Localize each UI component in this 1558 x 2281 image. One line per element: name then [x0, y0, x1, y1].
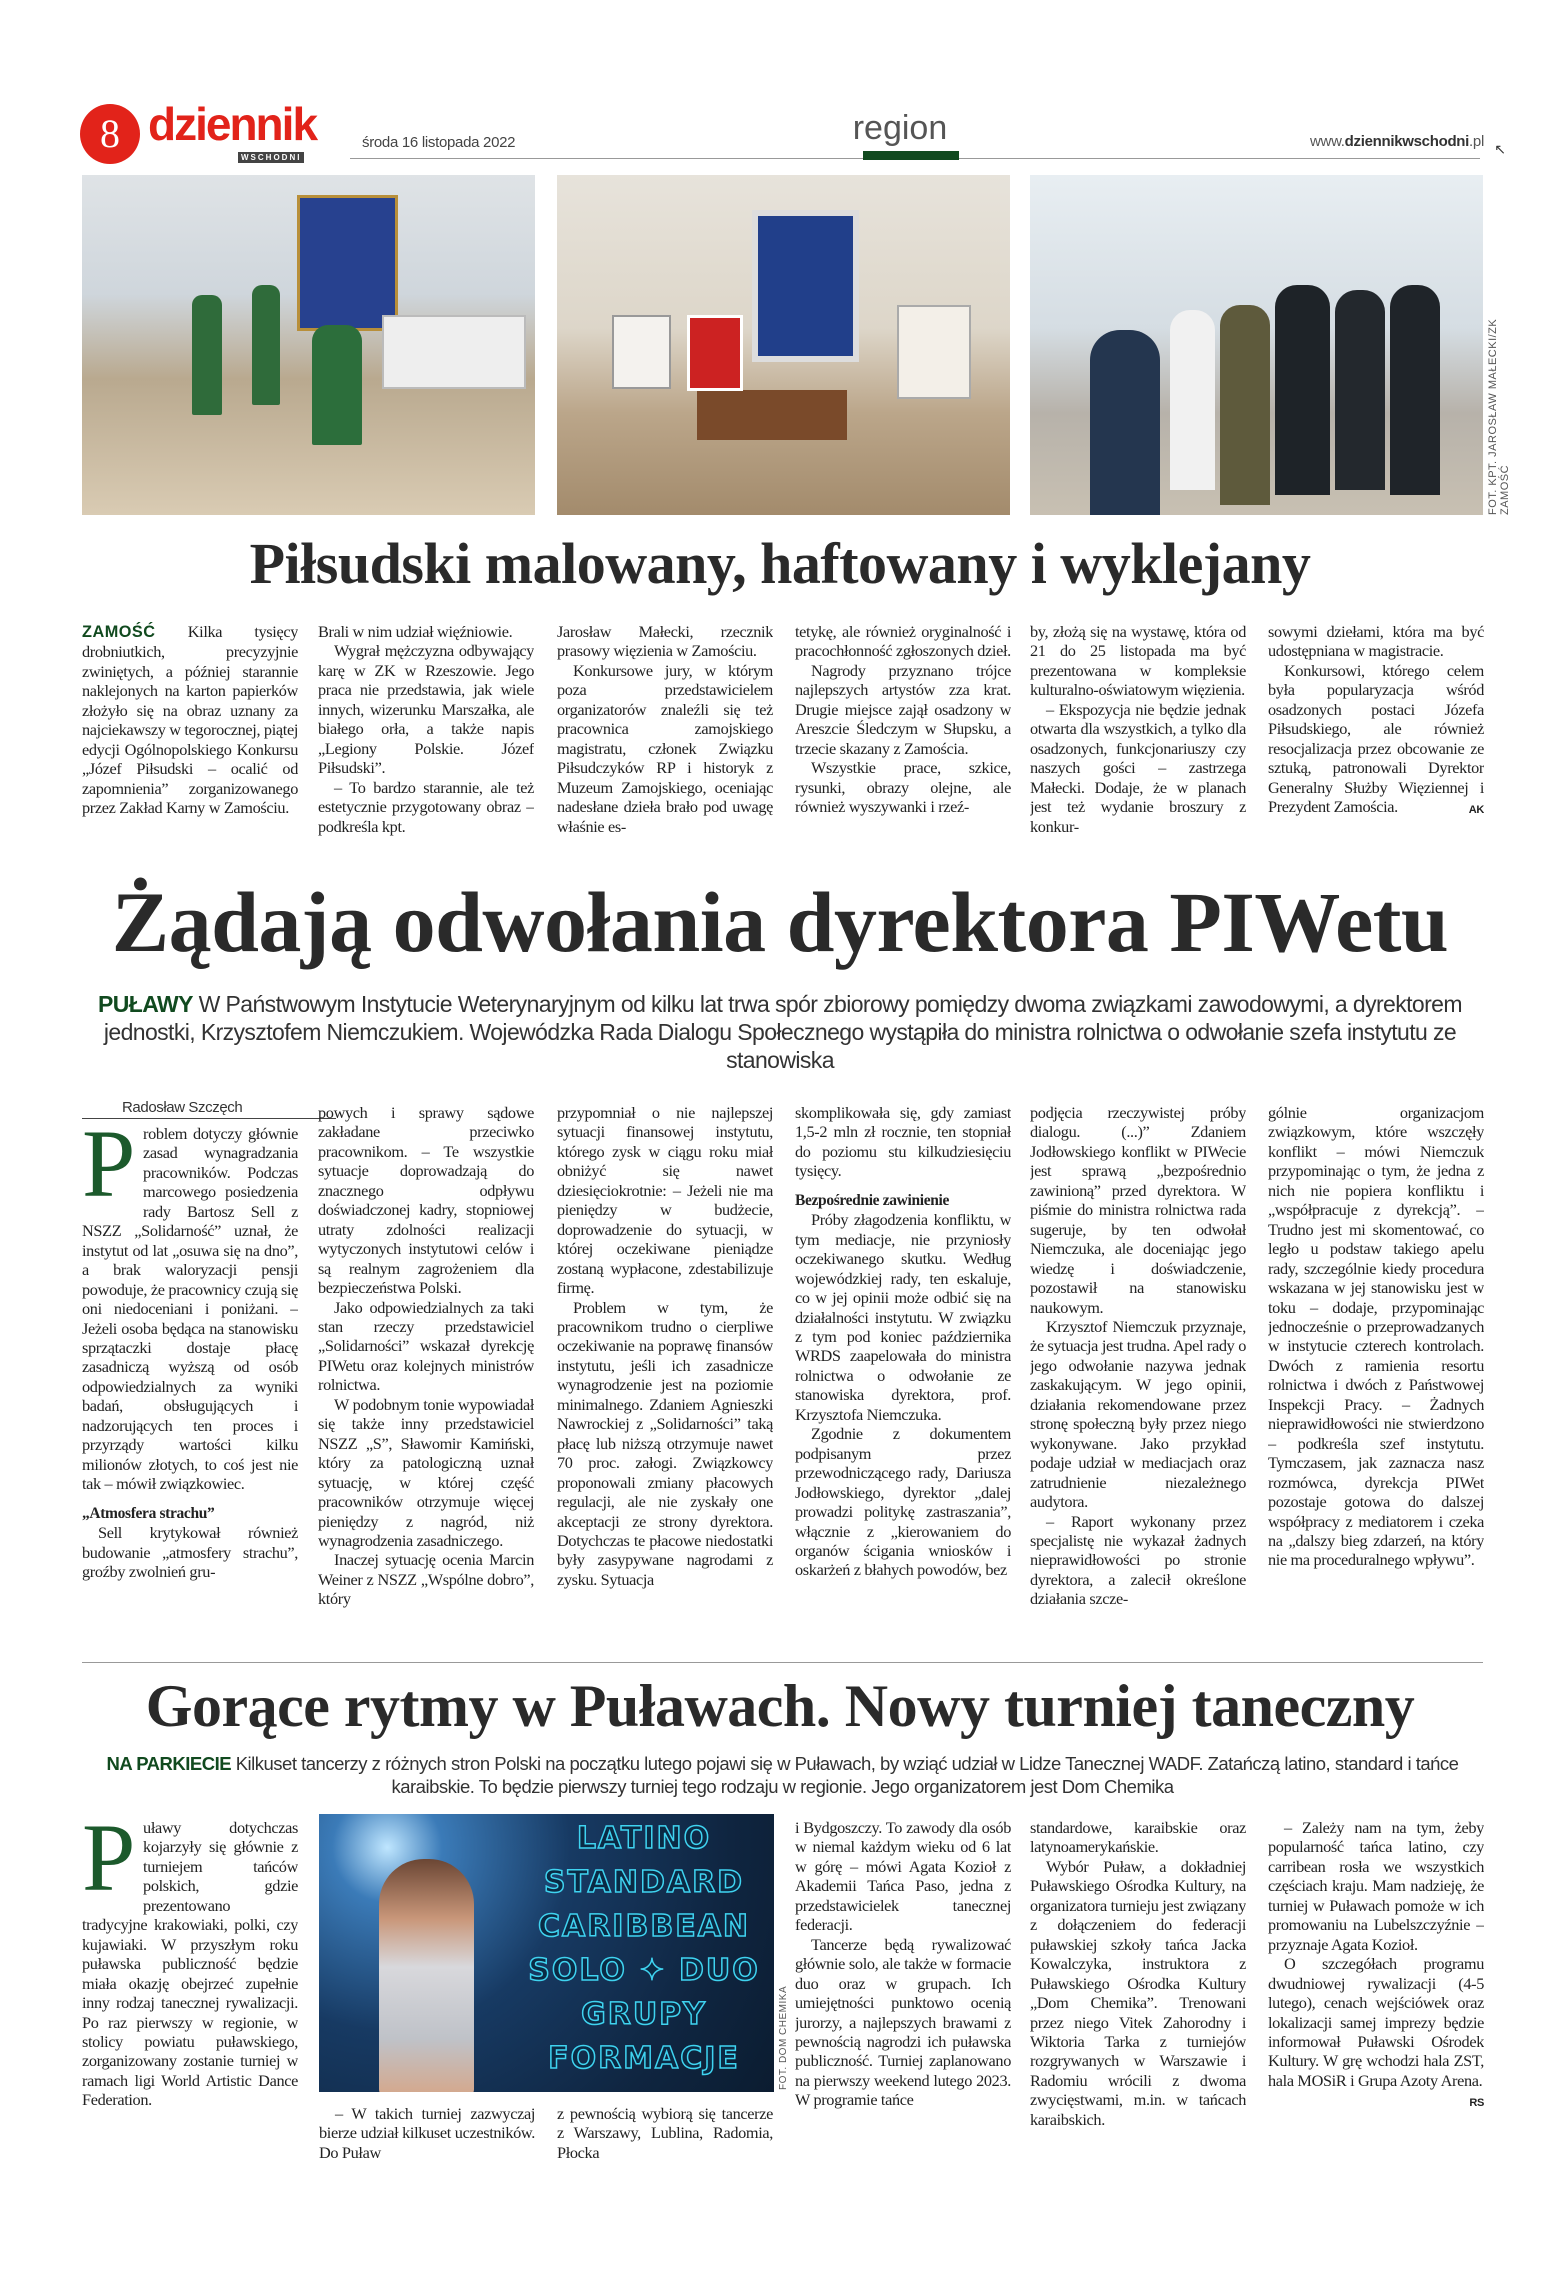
paragraph — [1268, 1103, 1484, 1570]
paragraph-text: O szczegółach programu dwudniowej rywalizacji (4-5 lutego), cenach wejściówek oraz lokalizacji samej imprezy będzie informował Puławski Ośrodek Kultury. W grę wchodzi hala ZST, hala MOSiR i Grupa Azoty Arena. — [1268, 1954, 1484, 2090]
article-column — [1268, 622, 1484, 862]
subheading — [795, 1191, 1011, 1210]
lead-text: W Państwowym Instytucie Weterynaryjnym od kilku lat trwa spór zbiorowy pomiędzy dwoma związkami zawodowymi, a dyrektorem jednostki, Krzysztofem Niemczukiem. Wojewódzka Rada Dialogu Społecznego wystąpiła do ministra rolnictwa o odwołanie szefa instytutu ze stanowiska — [103, 991, 1462, 1073]
article-headline: Żądają odwołania dyrektora PIWetu — [111, 874, 1449, 970]
article-lead — [82, 1752, 1483, 1798]
paragraph — [1030, 1818, 1246, 1857]
lead-kicker: NA PARKIECIE — [106, 1753, 232, 1774]
newspaper-logo-sub: WSCHODNI — [238, 152, 304, 163]
drop-cap: P — [82, 1124, 136, 1217]
drop-cap: P — [82, 1818, 136, 1911]
lead-text: Kilkuset tancerzy z różnych stron Polski na początku lutego pojawi się w Puławach, by wziąć udział w Lidze Tanecznej WADF. Zatańczą latino, standard i tańce karaibskie. To będzie pierwszy turniej tego rodzaju w regionie. Jego organizatorem jest Dom Chemika — [235, 1753, 1459, 1797]
paragraph — [1030, 1103, 1246, 1317]
paragraph — [318, 1550, 534, 1608]
paragraph — [82, 622, 298, 818]
dateline: ZAMOŚĆ — [82, 623, 156, 641]
subheading — [82, 1504, 298, 1523]
paragraph-text: Problem w tym, że pracownikom trudno o cierpliwe oczekiwanie na poprawę finansów instytutu, jeśli ich zasadnicze wynagrodzenie jest na poziomie minimalnego. Zdaniem Agnieszki Nawrockiej z „Solidarności” taką płacę lub niższą otrzymuje nawet 70 proc. załogi. Związkowcy proponowali zmiany płacowych regulacji, ale nie zyskały one akceptacji ze strony dyrektora. Dotychczas te płacowe niedostatki były zasypywane nagrodami z zysku. Sytuacja — [557, 1297, 773, 1589]
paragraph-text: – To bardzo starannie, ale też estetycznie przygotowany obraz – podkreśla kpt. — [318, 777, 534, 836]
paragraph-text: Wygrał mężczyzna odbywający karę w ZK w Rzeszowie. Jego praca nie przedstawia, jak wiele innych, wizerunku Marszałka, ale białego orła, a także napis „Legiony Polskie. Józef Piłsudski”. — [318, 641, 534, 778]
paragraph-text: tetykę, ale również oryginalność i pracochłonność zgłoszonych dzieł. — [795, 622, 1011, 661]
paragraph-text: Konkursowi, którego celem była popularyzacja wśród osadzonych postaci Józefa Piłsudskiego, ale również resocjalizacja przez obcowanie ze sztuką, patronowali Dyrektor Generalny Służby Więziennej i Prezydent Zamościa. — [1268, 660, 1484, 817]
byline: Radosław Szczęch — [82, 1098, 336, 1119]
paragraph — [557, 2104, 773, 2162]
paragraph-text: Inaczej sytuację ocenia Marcin Weiner z NSZZ „Wspólne dobro”, który — [318, 1550, 534, 1609]
url-suffix: .pl — [1469, 133, 1484, 150]
paragraph — [1030, 1317, 1246, 1512]
article-column — [1030, 622, 1246, 857]
paragraph-text: Jako odpowiedzialnych za taki stan rzeczy przedstawiciel „Solidarności” wskazał dyrekcję PIWetu oraz kolejnych ministrów rolnictwa. — [318, 1297, 534, 1395]
paragraph-text: W podobnym tonie wypowiadał się także inny przedstawiciel NSZZ „S”, Sławomir Kamiński, który za patologiczną uznał sytuację, w której część pracowników otrzymuje więcej pieniędzy z nagród, niż wynagrodzenia zasadniczego. — [318, 1394, 534, 1550]
paragraph — [795, 1818, 1011, 1935]
paragraph — [1030, 622, 1246, 700]
paragraph-text: i Bydgoszczy. To zawody dla osób w niemal każdym wieku od 6 lat w górę – mówi Agata Kozioł z Akademii Tańca Paso, jedna z przedstawicielek tanecznej federacji. — [795, 1818, 1011, 1935]
paragraph — [318, 1298, 534, 1395]
poster-line: LATINO — [576, 1821, 712, 1856]
url-prefix: www. — [1310, 133, 1345, 150]
poster-line: CARIBBEAN — [537, 1909, 751, 1944]
paragraph-text: Wszystkie prace, szkice, rysunki, obrazy olejne, ale również wyszywanki i rzeź- — [795, 758, 1011, 817]
article-column — [795, 622, 1011, 857]
paragraph-text: skomplikowała się, gdy zamiast 1,5-2 mln zł rocznie, ten stopniał do poziomu stu kilkudziesięciu tysięcy. — [795, 1103, 1011, 1181]
paragraph-text: – Raport wykonany przez specjalistę nie wykazał żadnych nieprawidłowości po stronie dyrektora, a zalecił określone działania szcze- — [1030, 1511, 1246, 1609]
lead-kicker: PUŁAWY — [98, 991, 193, 1017]
paragraph — [1268, 1954, 1484, 2110]
article-divider — [82, 1662, 1483, 1663]
article-column — [1030, 1818, 1246, 2170]
paragraph-text: – W takich turniej zazwyczaj bierze udział kilkuset uczestników. Do Puław — [319, 2104, 535, 2162]
paragraph — [795, 1935, 1011, 2110]
author-initials: RS — [1469, 2097, 1484, 2110]
newspaper-logo: dziennik — [148, 98, 317, 150]
article-lead — [70, 990, 1490, 1074]
exhibition-photo-1 — [82, 175, 535, 515]
dancer-figure — [379, 1859, 474, 2092]
paragraph-text: by, złożą się na wystawę, która od 21 do 25 listopada ma być prezentowana w kompleksie kulturalno-oświatowym więzienia. — [1030, 622, 1246, 700]
paragraph — [319, 2104, 535, 2162]
paragraph-text: Nagrody przyznano trójce najlepszych artystów zza krat. Drugie miejsce zajął osadzony w Areszcie Śledczym w Słupsku, a trzecie skazany z Zamościa. — [795, 660, 1011, 758]
paragraph-text: gólnie organizacjom związkowym, które wszczęły konflikt – mówi Niemczuk przypominając o tym, że jedna z nich nie popiera konfliktu i „współpracuje z dyrekcją”. – Trudno jest mi skomentować, co legło u podstaw takiego apelu rady, szczególnie kiedy procedura wskazana w jej stanowisku jest w toku – dodaje, przypominając jednocześnie o przeprowadzanych w instytucie czterech kontrolach. Dwóch z ramienia resortu rolnictwa i dwóch z Państwowej Inspekcji Pracy. – Żadnych nieprawidłowości nie stwierdzono – podkreśla szef instytutu. Tymczasem, jak zaznacza nasz rozmówca, dyrekcja PIWet pozostaje gotowa do dalszej współpracy z mediatorem i czeka na „dalszy bieg zdarzeń, na który nie ma proceduralnego wpływu”. — [1268, 1103, 1484, 1570]
cursor-icon: ↖ — [1494, 143, 1506, 158]
paragraph — [1268, 661, 1484, 817]
author-initials: AK — [1468, 804, 1484, 817]
paragraph — [1268, 622, 1484, 661]
paragraph-text: Konkursowe jury, w którym poza przedstawicielem organizatorów znaleźli się też pracownica zamojskiego magistratu, członek Związku Piłsudczyków RP i historyk z Muzeum Zamojskiego, oceniając nadesłane dzieła brało pod uwagę właśnie es- — [557, 660, 773, 836]
paragraph — [82, 1523, 298, 1581]
paragraph-text: sowymi dziełami, która ma być udostępniana w magistracie. — [1268, 622, 1484, 661]
article-headline: Piłsudski malowany, haftowany i wyklejany — [249, 531, 1311, 596]
poster-lines — [524, 1817, 764, 2081]
article-column — [795, 1103, 1011, 1659]
paragraph — [318, 1103, 534, 1298]
paragraph-text: Bezpośrednie zawinienie — [795, 1191, 949, 1209]
issue-date: środa 16 listopada 2022 — [362, 134, 516, 151]
paragraph — [1268, 1818, 1484, 1954]
paragraph-text: „Atmosfera strachu” — [82, 1504, 215, 1522]
article-column — [318, 1103, 534, 1659]
section-bar — [863, 151, 959, 160]
paragraph-text: Jarosław Małecki, rzecznik prasowy więzienia w Zamościu. — [557, 622, 773, 661]
paragraph-text: z pewnością wybiorą się tancerze z Warszawy, Lublina, Radomia, Płocka — [557, 2104, 773, 2162]
dance-poster — [319, 1814, 774, 2092]
paragraph-text: Zgodnie z dokumentem podpisanym przez przewodniczącego rady, Dariusza Jodłowskiego, dyrektor „dalej prowadzi politykę zastraszania”, włącznie z „kierowaniem do organów ścigania wniosków i oskarżeń z błahych powodów, bez — [795, 1424, 1011, 1580]
paragraph — [795, 1210, 1011, 1424]
poster-line: STANDARD — [543, 1865, 745, 1900]
paragraph — [795, 622, 1011, 661]
website-link[interactable] — [1310, 133, 1484, 150]
paragraph — [1030, 1512, 1246, 1609]
paragraph — [82, 1818, 298, 2110]
paragraph-text: Brali w nim udział więźniowie. — [318, 622, 513, 641]
paragraph — [318, 778, 534, 836]
poster-line: SOLO ✦ DUO — [528, 1953, 760, 1988]
article-column — [557, 1103, 773, 1659]
article-headline: Gorące rytmy w Puławach. Nowy turniej taneczny — [145, 1673, 1415, 1739]
paragraph-text: Krzysztof Niemczuk przyznaje, że sytuacja jest trudna. Apel rady o jego odwołanie nazywa jednak zaskakującym. W jego opinii, działania rekomendowane przez stronę społeczną były przez niego wykonywane. Jako przykład podaje udział w mediacjach oraz zatrudnienie niezależnego audytora. — [1030, 1316, 1246, 1512]
article-column — [795, 1818, 1011, 2170]
article-column — [557, 2104, 773, 2170]
paragraph — [1030, 700, 1246, 836]
article-column — [1030, 1103, 1246, 1659]
paragraph-text: Tancerze będą rywalizować głównie solo, ale także w formacie duo oraz w grupach. Ich umiejętności punktowo ocenią jurorzy, a najlepszych brawami z pewnością nagrodzi ich puławska publiczność. Turniej zaplanowano na pierwszy weekend lutego 2023. W programie tańce — [795, 1934, 1011, 2110]
paragraph — [318, 641, 534, 777]
paragraph — [318, 622, 534, 641]
paragraph-text: powych i sprawy sądowe zakładane przeciwko pracownikom. – Te wszystkie sytuacje doprowadzają do znacznego odpływu doświadczonej kadry, stopniowej utraty zdolności realizacji wytyczonych instytutowi celów i są realnym zagrożeniem dla bezpieczeństwa Polski. — [318, 1103, 534, 1298]
photo-credit: FOT. DOM CHEMIKA — [778, 1985, 789, 2090]
paragraph-text: Wybór Puław, a dokładniej Puławskiego Ośrodka Kultury, na organizatora turnieju jest związany z dołączeniem do federacji puławskiej szkoły tańca Jacka Kowalczyka, instruktora z Puławskiego Ośrodka Kultury „Dom Chemika”. Trenowani przez niego Vitek Zahorodny i Wiktoria Tarka z turniejów rozgrywanych w Warszawie i Radomiu wrócili z dwoma zwycięstwami, m.in. w tańcach karaibskich. — [1030, 1856, 1246, 2129]
article-column — [82, 1818, 298, 2170]
paragraph — [557, 622, 773, 661]
paragraph-text: roblem dotyczy głównie zasad wynagradzania pracowników. Podczas marcowego posiedzenia rady Bartosz Sell z NSZZ „Solidarność” uznał, że instytut od lat „osuwa się na dno”, a brak waloryzacji pensji powoduje, że pracownicy czują się oni niedoceniani i poniżani. – Jeżeli osoba będąca na stanowisku sprzątaczki dostaje płacę zasadniczą wyższą od osób odpowiedzialnych za wyniki badań, obsługujących i nadzorujących ten proces i przyrządy wartości kilku milionów złotych, to coś jest nie tak – mówił związkowiec. — [82, 1124, 298, 1494]
page-number: 8 — [80, 104, 140, 164]
paragraph-text: – Zależy nam na tym, żeby popularność tańca latino, czy carribean rosła we wszystkich częściach kraju. Mam nadzieję, że turniej w Puławach pomoże w ich promowaniu na Lubelszczyźnie – przyznaje Agata Kozioł. — [1268, 1818, 1484, 1954]
paragraph — [795, 758, 1011, 816]
paragraph-text: podjęcia rzeczywistej próby dialogu. (...)” Zdaniem Jodłowskiego konflikt w PIWecie jest sprawą „bezpośrednio zawinioną” przed dyrektora. W piśmie do ministra rolnictwa rada sugeruje, by ten odwołał Niemczuka, ale doceniając jego wiedzę i doświadczenie, pozostawił na stanowisku naukowym. — [1030, 1103, 1246, 1317]
paragraph — [557, 661, 773, 836]
paragraph — [795, 1424, 1011, 1580]
section-title: region — [852, 109, 948, 147]
paragraph-text: uławy dotychczas kojarzyły się głównie z turniejem tańców polskich, gdzie prezentowano tradycyjne krakowiaki, polki, czy kujawiaki. W przyszłym roku puławska publiczność będzie miała okazję obejrzeć zupełnie inny rodzaj tanecznej rywalizacji. Po raz pierwszy w regionie, w stolicy powiatu puławskiego, zorganizowany zostanie turniej w ramach ligi World Artistic Dance Federation. — [82, 1818, 298, 2110]
article-column — [82, 1124, 298, 1659]
article-column — [319, 2104, 535, 2170]
article-column — [318, 622, 534, 857]
photo-credit: FOT. KPT. JAROSŁAW MAŁECKI/ZK ZAMOŚĆ — [1487, 318, 1511, 515]
paragraph — [318, 1395, 534, 1551]
paragraph-text: Próby złagodzenia konfliktu, w tym mediacje, nie przyniosły oczekiwanego skutku. Według wojewódzkiej rady, ten eskaluje, co w jej opinii może odbić się na działalności instytutu. W związku z tym pod koniec października WRDS zaapelowała do ministra rolnictwa o odwołanie ze stanowiska dyrektora, prof. Krzysztofa Niemczuka. — [795, 1210, 1011, 1424]
poster-line: GRUPY — [581, 1997, 707, 2032]
url-domain: dziennikwschodni — [1344, 133, 1470, 150]
paragraph-text: standardowe, karaibskie oraz latynoamerykańskie. — [1030, 1818, 1246, 1857]
exhibition-photo-2 — [557, 175, 1010, 515]
article-column — [82, 622, 298, 857]
paragraph — [557, 1298, 773, 1590]
article-column — [557, 622, 773, 857]
paragraph — [82, 1124, 298, 1494]
article-column — [1268, 1103, 1484, 1659]
paragraph-text: Sell krytykował również budowanie „atmosfery strachu”, groźby zwolnień gru- — [82, 1523, 298, 1581]
poster-line: FORMACJE — [548, 2041, 740, 2076]
paragraph-text: Kilka tysięcy drobniutkich, precyzyjnie zwiniętych, a później starannie naklejonych na karton papierków złożyło się na obraz uznany za najciekawszy w tegorocznej, piątej edycji Ogólnopolskiego Konkursu „Józef Piłsudski – ocalić od zapomnienia” zorganizowanego przez Zakład Karny w Zamościu. — [82, 622, 298, 818]
paragraph-text: – Ekspozycja nie będzie jednak otwarta dla wszystkich, a tylko dla osadzonych, funkcjonariuszy czy naszych gości – zastrzega Małecki. Dodaje, że w planach jest też wydanie broszury z konkur- — [1030, 699, 1246, 836]
paragraph — [795, 661, 1011, 758]
paragraph — [557, 1103, 773, 1298]
article-column — [1268, 1818, 1484, 2170]
exhibition-photo-3 — [1030, 175, 1483, 515]
paragraph-text: przypomniał o nie najlepszej sytuacji finansowej instytutu, którego zysk w ciągu roku miał obniżyć się nawet dziesięciokrotnie: – Jeżeli nie ma pieniędzy w budżecie, doprowadzenie do sytuacji, w której oczekiwane pieniądze zostaną wypłacone, zdestabilizuje firmę. — [557, 1103, 773, 1298]
paragraph — [795, 1103, 1011, 1181]
paragraph — [1030, 1857, 1246, 2129]
